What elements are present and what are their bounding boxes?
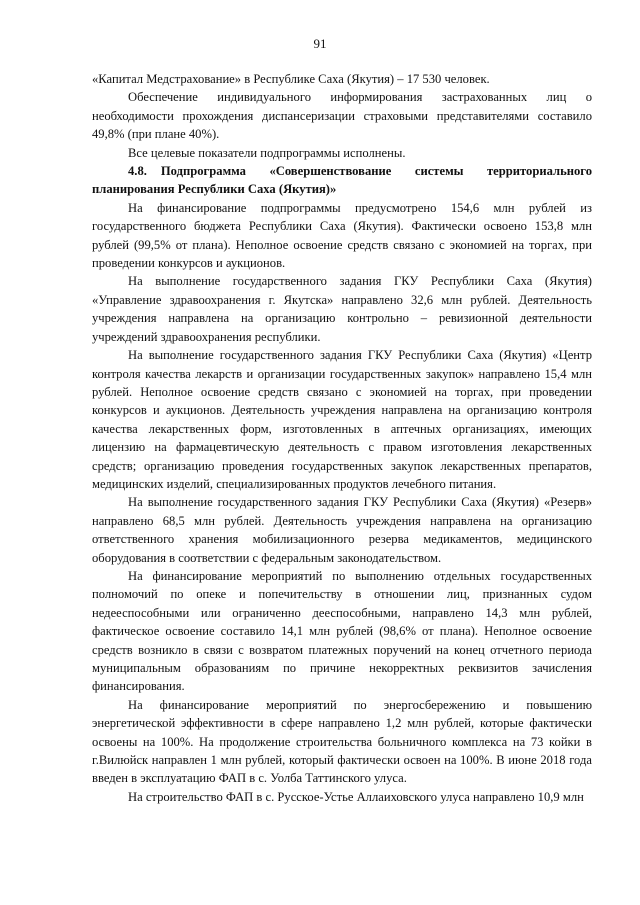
section-heading: [92, 162, 592, 199]
paragraph-guardianship: На финансирование мероприятий по выполнению отдельных государственных полномочий по опеке и попечительству в отношении лиц, признанных судом недееспособными или ограниченно дееспособными, направлено 14,3 млн рублей, фактическое освоение составило 14,1 млн рублей (98,6% от плана). Неполное освоение средств возникло в связи с возвратом платежных поручений на конец отчетного периода муниципальным образованиям по причине некорректных реквизитов зачисления финансирования.: [92, 568, 592, 694]
section-number: 4.8.: [128, 164, 147, 179]
paragraph-quality-control: На выполнение государственного задания ГКУ Республики Саха (Якутия) «Центр контроля качества лекарств и организации государственных закупок» направлено 15,4 млн рублей. Неполное освоение средств связано с экономией на торгах, при проведении конкурсов и аукционов. Деятельность учреждения направлена на организацию контроля качества лекарственных форм, изготовленных в аптечных организациях, имеющих лицензию на фармацевтическую деятельность с правом изготовления лекарственных средств; организацию проведения государственных закупок лекарственных препаратов, медицинских изделий, специализированных продуктов лечебного питания.: [92, 348, 592, 491]
page-number: 91: [313, 36, 327, 51]
paragraph-reserve: На выполнение государственного задания ГКУ Республики Саха (Якутия) «Резерв» направлено 68,5 млн рублей. Деятельность учреждения направлена на организацию ответственного хранения мобилизационного резерва медикаментов, медицинского оборудования в соответствии с федеральным законодательством.: [92, 495, 592, 565]
document-body: [92, 70, 592, 806]
paragraph-targets: Все целевые показатели подпрограммы исполнены.: [128, 145, 406, 160]
paragraph-continuation: «Капитал Медстрахование» в Республике Саха (Якутия) – 17 530 человек.: [92, 72, 490, 86]
section-title: Подпрограмма «Совершенствование системы территориального планирования Республики Саха (Якутия)»: [92, 164, 592, 197]
paragraph-energy-saving: На финансирование мероприятий по энергосбережению и повышению энергетической эффективности в сфере направлено 1,2 млн рублей, которые фактически освоены на 100%. На продолжение строительства больничного комплекса на 73 койки в г.Вилюйск направлен 1 млн рублей, который фактически освоен на 100%. В июне 2018 года введен в эксплуатацию ФАП в с. Уолба Таттинского улуса.: [92, 697, 592, 786]
paragraph-construction: На строительство ФАП в с. Русское-Устье Аллаиховского улуса направлено 10,9 млн: [128, 789, 584, 804]
paragraph-financing: На финансирование подпрограммы предусмотрено 154,6 млн рублей из государственного бюджета Республики Саха (Якутия). Фактически освоено 153,8 млн рублей (99,5% от плана). Неполное освоение средств связано с экономией на торгах, при проведении конкурсов и аукционов.: [92, 200, 592, 271]
paragraph-informing: Обеспечение индивидуального информирования застрахованных лиц о необходимости прохождения диспансеризации страховыми представителями составило 49,8% (при плане 40%).: [92, 90, 592, 142]
paragraph-yakutsk-health: На выполнение государственного задания ГКУ Республики Саха (Якутия) «Управление здравоохранения г. Якутска» направлено 32,6 млн рублей. Деятельность учреждения направлена на организацию контрольно – ревизионной деятельности учреждений здравоохранения республики.: [92, 274, 592, 344]
